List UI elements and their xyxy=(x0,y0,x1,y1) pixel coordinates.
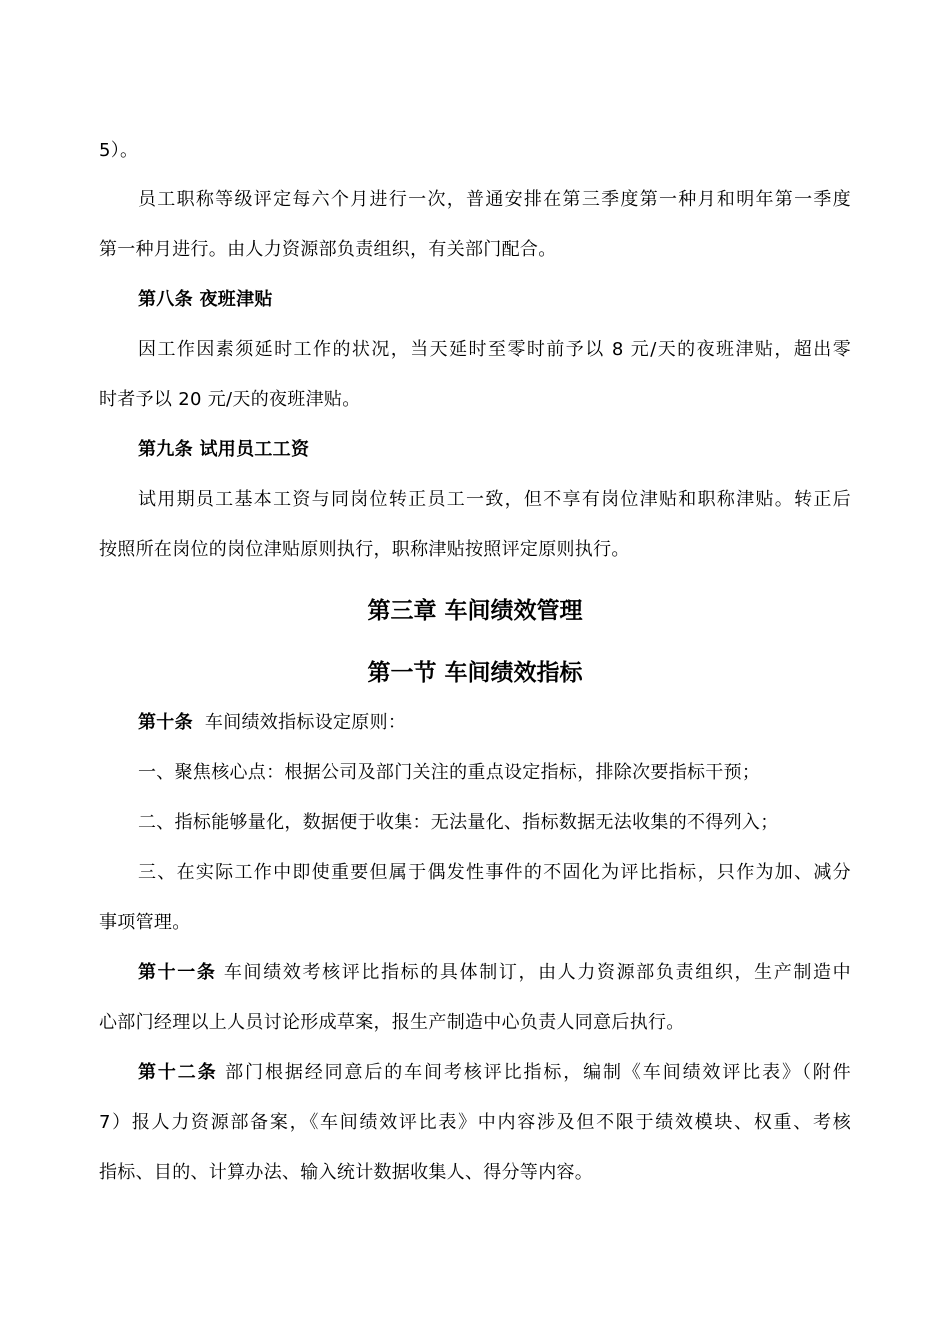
principle-3-line2: 事项管理。 xyxy=(99,912,191,933)
article-8-heading: 第八条 夜班津贴 xyxy=(138,289,273,310)
section-heading: 第一节 车间绩效指标 xyxy=(367,660,583,686)
chapter-heading: 第三章 车间绩效管理 xyxy=(367,598,583,624)
article-10-text: 车间绩效指标设定原则： xyxy=(204,712,407,733)
article-9-heading: 第九条 试用员工工资 xyxy=(138,439,310,460)
principle-3-line1: 三、在实际工作中即使重要但属于偶发性事件的不固化为评比指标，只作为加、减分 xyxy=(138,862,851,883)
article-12-text: 部门根据经同意后的车间考核评比指标，编制《车间绩效评比表》（附件 xyxy=(225,1062,851,1083)
article-11-line2: 心部门经理以上人员讨论形成草案，报生产制造中心负责人同意后执行。 xyxy=(99,1012,685,1033)
article-10-line xyxy=(138,710,851,736)
paragraph-title-grading-line1: 员工职称等级评定每六个月进行一次，普通安排在第三季度第一种月和明年第一季度 xyxy=(138,189,851,210)
article-11-line1 xyxy=(138,960,851,986)
article-12-line2: 7）报人力资源部备案，《车间绩效评比表》中内容涉及但不限于绩效模块、权重、考核 xyxy=(99,1112,851,1133)
paragraph-probation-line2: 按照所在岗位的岗位津贴原则执行，职称津贴按照评定原则执行。 xyxy=(99,539,630,560)
principle-1: 一、聚焦核心点：根据公司及部门关注的重点设定指标，排除次要指标干预； xyxy=(138,762,761,783)
paragraph-title-grading-line2: 第一种月进行。由人力资源部负责组织，有关部门配合。 xyxy=(99,239,557,260)
article-12-label: 第十二条 xyxy=(138,1062,218,1083)
article-11-label: 第十一条 xyxy=(138,962,217,983)
article-12-line1 xyxy=(138,1060,851,1086)
article-12-line3: 指标、目的、计算办法、输入统计数据收集人、得分等内容。 xyxy=(99,1162,594,1183)
article-10-label: 第十条 xyxy=(138,712,193,733)
text-line-continuation: 5）。 xyxy=(99,140,139,161)
paragraph-probation-line1: 试用期员工基本工资与同岗位转正员工一致，但不享有岗位津贴和职称津贴。转正后 xyxy=(138,489,851,510)
paragraph-night-allowance-line1: 因工作因素须延时工作的状况，当天延时至零时前予以 8 元/天的夜班津贴，超出零 xyxy=(138,339,851,360)
article-11-text: 车间绩效考核评比指标的具体制订，由人力资源部负责组织，生产制造中 xyxy=(223,962,851,983)
paragraph-night-allowance-line2: 时者予以 20 元/天的夜班津贴。 xyxy=(99,389,361,410)
principle-2: 二、指标能够量化，数据便于收集：无法量化、指标数据无法收集的不得列入； xyxy=(138,812,779,833)
